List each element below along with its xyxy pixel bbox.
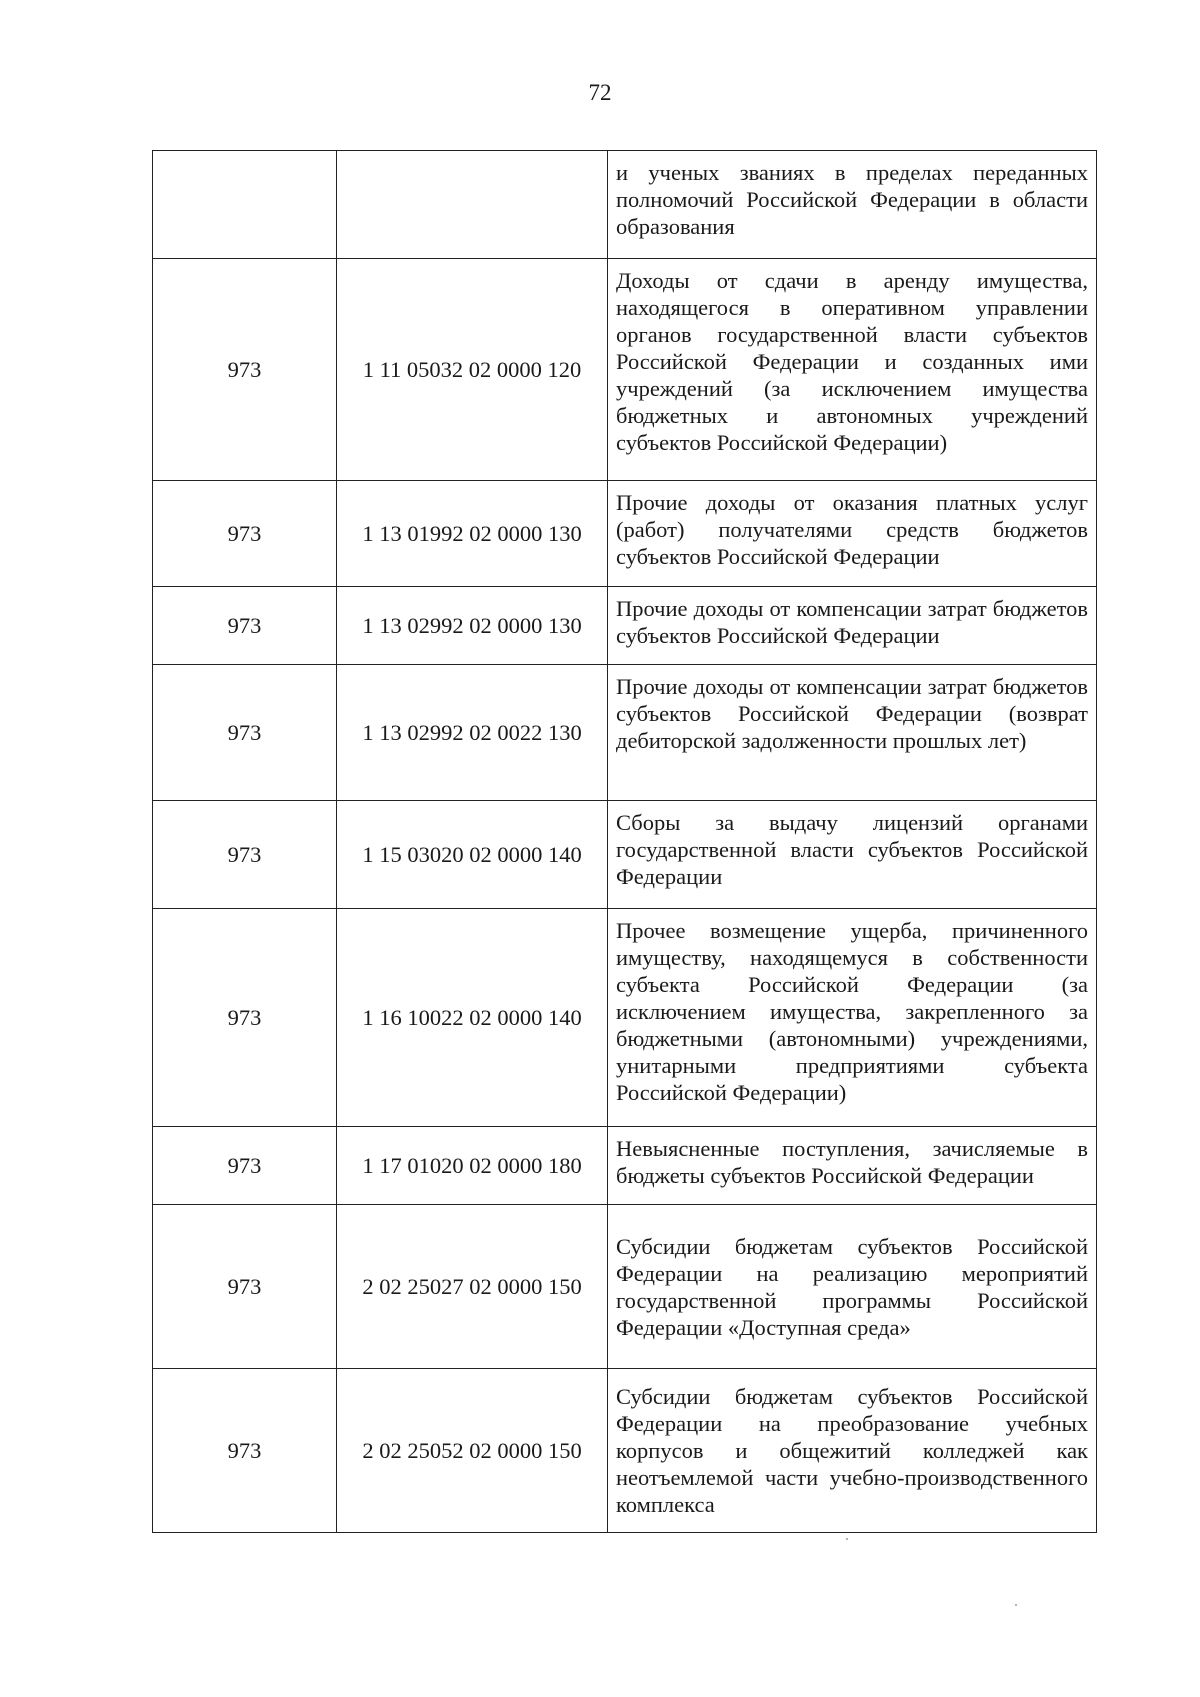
admin-code-cell: 973 [153,801,337,909]
budget-code-cell: 1 13 02992 02 0022 130 [337,665,608,801]
scan-speck [846,1538,848,1540]
table-row [153,665,1097,801]
admin-code-cell: 973 [153,909,337,1127]
description-cell [608,151,1097,259]
admin-code-cell: 973 [153,259,337,481]
table-row [153,151,1097,259]
admin-code-cell: 973 [153,1369,337,1533]
table-row [153,1127,1097,1205]
description-text: Прочие доходы от компенсации затрат бюджетов субъектов Российской Федерации [616,596,1088,648]
budget-code-cell: 1 17 01020 02 0000 180 [337,1127,608,1205]
scan-speck [1015,1604,1017,1606]
description-cell [608,481,1097,587]
description-cell [608,1205,1097,1369]
admin-code-cell: 973 [153,665,337,801]
table-row [153,587,1097,665]
table-row [153,259,1097,481]
description-cell [608,909,1097,1127]
description-text: Доходы от сдачи в аренду имущества, находящегося в оперативном управлении органов государственной власти субъектов Российской Федерации и созданных ими учреждений (за исключением имущества бюджетных и автономных учреждений субъектов Российской Федерации) [616,268,1088,455]
page-number: 72 [588,80,612,105]
description-text: Невыясненные поступления, зачисляемые в бюджеты субъектов Российской Федерации [616,1136,1088,1188]
admin-code-cell [153,151,337,259]
description-cell [608,259,1097,481]
table-row [153,909,1097,1127]
description-cell [608,587,1097,665]
table-row [153,801,1097,909]
description-text: Субсидии бюджетам субъектов Российской Федерации на преобразование учебных корпусов и общежитий колледжей как неотъемлемой части учебно-производственного комплекса [616,1384,1088,1517]
admin-code-cell: 973 [153,1127,337,1205]
description-cell [608,665,1097,801]
budget-code-cell: 1 15 03020 02 0000 140 [337,801,608,909]
admin-code-cell: 973 [153,481,337,587]
revenue-codes-table [152,150,1097,1533]
budget-code-cell: 1 11 05032 02 0000 120 [337,259,608,481]
budget-code-cell: 1 16 10022 02 0000 140 [337,909,608,1127]
admin-code-cell: 973 [153,587,337,665]
description-text: Сборы за выдачу лицензий органами государственной власти субъектов Российской Федерации [616,810,1088,889]
budget-code-cell: 1 13 01992 02 0000 130 [337,481,608,587]
description-cell [608,801,1097,909]
description-text: Прочие доходы от оказания платных услуг (работ) получателями средств бюджетов субъектов Российской Федерации [616,490,1088,569]
budget-code-cell: 2 02 25027 02 0000 150 [337,1205,608,1369]
budget-code-cell: 2 02 25052 02 0000 150 [337,1369,608,1533]
budget-code-cell: 1 13 02992 02 0000 130 [337,587,608,665]
table-row [153,481,1097,587]
description-cell [608,1369,1097,1533]
description-text: Прочее возмещение ущерба, причиненного имуществу, находящемуся в собственности субъекта Российской Федерации (за исключением имущества, закрепленного за бюджетными (автономными) учреждениями, унитарными предприятиями субъекта Российской Федерации) [616,918,1088,1105]
admin-code-cell: 973 [153,1205,337,1369]
table-row [153,1369,1097,1533]
budget-code-cell [337,151,608,259]
description-text: и ученых званиях в пределах переданных полномочий Российской Федерации в области образования [616,160,1088,239]
description-text: Прочие доходы от компенсации затрат бюджетов субъектов Российской Федерации (возврат дебиторской задолженности прошлых лет) [616,674,1088,753]
table-row [153,1205,1097,1369]
description-text: Субсидии бюджетам субъектов Российской Федерации на реализацию мероприятий государственной программы Российской Федерации «Доступная среда» [616,1234,1088,1340]
description-cell [608,1127,1097,1205]
